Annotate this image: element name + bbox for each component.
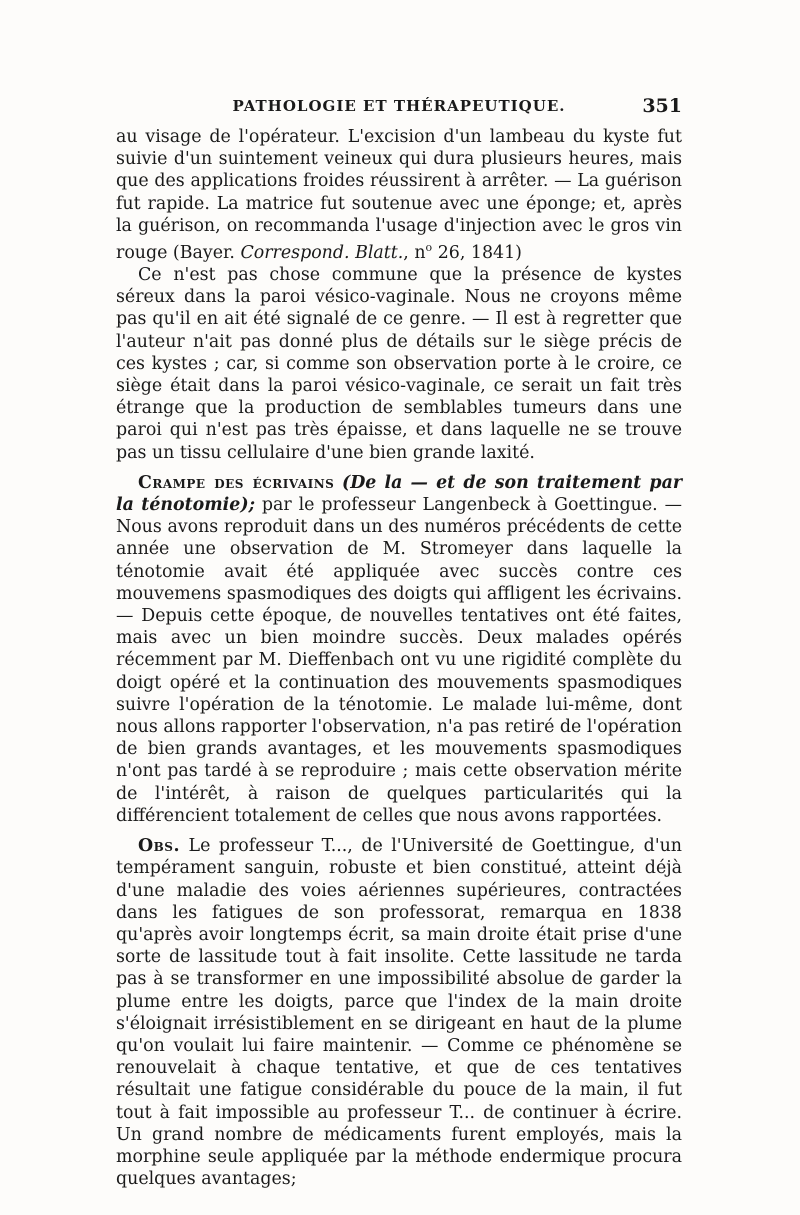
paragraph-gap [116,464,682,472]
observation-label: Obs. [138,836,181,857]
running-head: PATHOLOGIE ET THÉRAPEUTIQUE. [232,97,566,115]
page-number: 351 [642,95,682,117]
citation-number-prefix: , n [403,242,426,263]
paragraph-text: Le professeur T..., de l'Université de Goettingue, d'un tempérament sanguin, robuste et bien constitué, atteint déjà d'une maladie des voies aériennes supérieures, contractées dans les fatigues de son professorat, remarqua en 1838 qu'après avoir longtemps écrit, sa main droite était prise d'une sorte de lassitude tout à fait insolite. Cette lassitude ne tarda pas à se transformer en une impossibilité absolue de garder la plume entre les doigts, parce que l'index de la main droite s'éloignait irrésistiblement en se dirigeant en haut de la plume qu'on voulait lui faire maintenir. — Comme ce phénomène se renouvelait à chaque tentative, et que de ces tentatives résultait une fatigue considérable du pouce de la main, il fut tout à fait impossible au professeur T... de continuer à écrire. Un grand nombre de médicaments furent employés, mais la morphine seule appliquée par la méthode endermique procura quelques avantages; [116,836,682,1190]
section-subtitle: (De la — et de son traitement par la ténotomie); [116,472,682,516]
paragraph-crampe-des-ecrivains [116,472,682,827]
citation-superscript: o [425,241,433,255]
page-header [116,97,682,123]
paragraph-text: Ce n'est pas chose commune que la présence de kystes séreux dans la paroi vésico-vaginale. Nous ne croyons même pas qu'il en ait été signalé de ce genre. — Il est à regretter que l'auteur n'ait pas donné plus de détails sur le siège précis de ces kystes ; car, si comme son observation porte à le croire, ce siège était dans la paroi vésico-vaginale, ce serait un fait très étrange que la production de semblables tumeurs dans une paroi qui n'est pas très épaisse, et dans laquelle ne se trouve pas un tissu cellulaire d'une bien grande laxité. [116,265,682,463]
body-text [116,126,682,1190]
paragraph-kystes-commentary [116,264,682,464]
paragraph-text: par le professeur Langenbeck à Goettingue. — Nous avons reproduit dans un des numéros précédents de cette année une observation de M. Stromeyer dans laquelle la ténotomie avait été appliquée avec succès contre ces mouvemens spasmodiques des doigts qui affligent les écrivains. — Depuis cette époque, de nouvelles tentatives ont été faites, mais avec un bien moindre succès. Deux malades opérés récemment par M. Dieffenbach ont vu une rigidité complète du doigt opéré et la continuation des mouvements spasmodiques suivre l'opération de la ténotomie. Le malade lui-même, dont nous allons rapporter l'observation, n'a pas retiré de l'opération de bien grands avantages, et les mouvements spasmodiques n'ont pas tardé à se reproduire ; mais cette observation mérite de l'intérêt, à raison de quelques particularités qui la différencient totalement de celles que nous avons rapportées. [116,495,682,826]
citation-journal: Correspond. Blatt. [240,242,404,263]
section-title: Crampe des écrivains [138,472,335,493]
paragraph-observation [116,835,682,1190]
paragraph-text: au visage de l'opérateur. L'excision d'un lambeau du kyste fut suivie d'un suintement veineux qui dura plusieurs heures, mais que des applications froides réussirent à arrêter. — La guérison fut rapide. La matrice fut soutenue avec une éponge; et, après la guérison, on recommanda l'usage d'injection avec le gros vin rouge (Bayer. [116,127,682,263]
paragraph-gap [116,827,682,835]
paragraph-kyste-continuation [116,126,682,264]
citation-number: 26, 1841) [432,242,522,263]
